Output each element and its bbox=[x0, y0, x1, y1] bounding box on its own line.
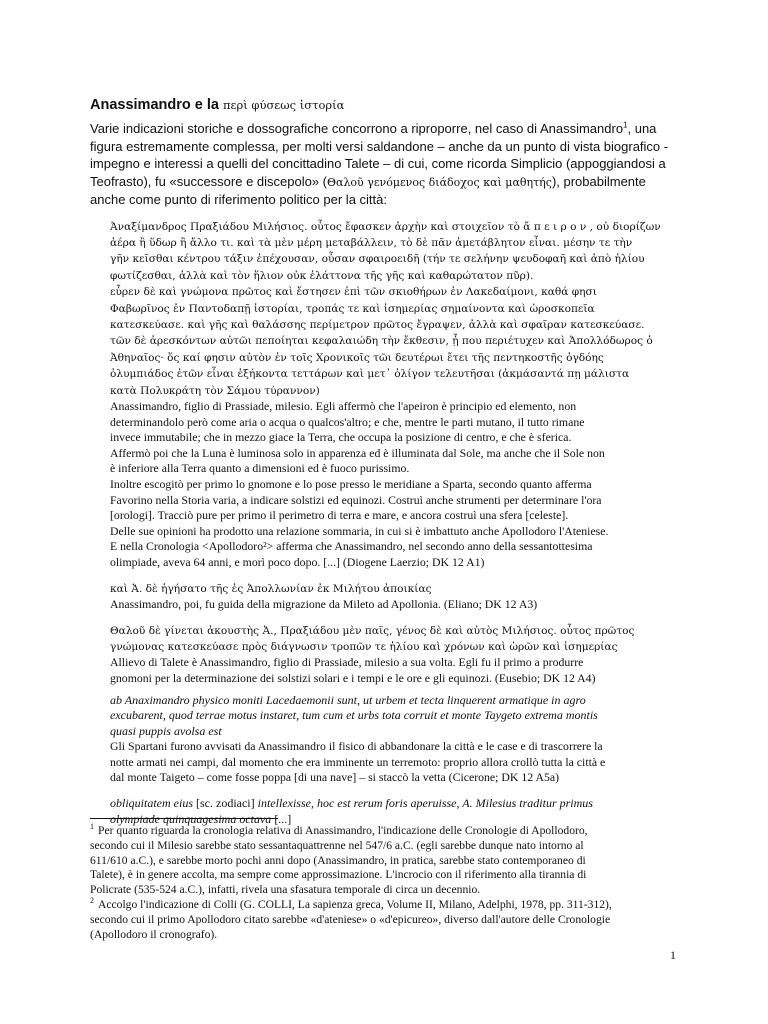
quote4-latin-line-3: quasi puppis avolsa est bbox=[110, 723, 222, 738]
quote1-italian-line-10: E nella Cronologia <Apollodoro²> afferma che Anassimandro, nel secondo anno della sessantottesima bbox=[110, 539, 593, 554]
footnote-1-text bbox=[90, 824, 588, 896]
fn2-line-2: secondo cui il primo Apollodoro citato sarebbe «d'ateniese» o «d'epicureo», diverso dall'autore delle Cronologie bbox=[90, 912, 611, 926]
page-number: 1 bbox=[670, 948, 676, 962]
quote5-latin-a: obliquitatem eius bbox=[110, 796, 193, 811]
quote1-italian-line-5: è inferiore alla Terra quanto a dimensioni ed è fuoco purissimo. bbox=[110, 461, 410, 476]
footnote-2 bbox=[90, 898, 680, 942]
quote1-italian-line-4: Affermò poi che la Luna è luminosa solo in apparenza ed è illuminata dal Sole, ma anche che il Sole non bbox=[110, 445, 605, 460]
quote1-italian-line-7: Favorino nella Storia varia, a indicare solstizi ed equinozi. Costruì anche strumenti per determinare l'ora bbox=[110, 492, 602, 507]
intro-text-1: Varie indicazioni storiche e dossografiche concorrono a riproporre, nel caso di Anassimandro bbox=[90, 121, 624, 136]
quote1-italian-line-2: determinandolo però come aria o acqua o qualcos'altro; e che, mentre le parti mutano, il tutto rimane bbox=[110, 414, 585, 429]
quote3-italian-line-1: Allievo di Talete è Anassimandro, figlio di Prassiade, milesio a sua volta. Egli fu il primo a produrre bbox=[110, 655, 584, 670]
quote4-latin-line-2: excubarent, quod terrae motus instaret, tum cum et urbs tota corruit et monte Taygeto extrema montis bbox=[110, 708, 598, 723]
intro-greek: Θαλοῦ γενόμενος διάδοχος καὶ μαθητής bbox=[327, 175, 552, 189]
quote5-latin-b: intellexisse, hoc est rerum foris aperuisse, A. Milesius traditur primus bbox=[257, 796, 593, 811]
heading-title: Anassimandro e la bbox=[90, 97, 219, 113]
quote-plinio bbox=[110, 796, 680, 827]
fn1-line-1: Per quanto riguarda la cronologia relativa di Anassimandro, l'indicazione delle Cronologie di Apollodoro, bbox=[98, 824, 588, 837]
fn1-line-5: Policrate (535-524 a.C.), infatti, rivela una sfasatura temporale di circa un decennio. bbox=[90, 883, 481, 897]
quote2-greek: καὶ Ἀ. δὲ ἡγήσατο τῆς ἐς Ἀπολλωνίαν ἐκ Μιλήτου ἀποικίας bbox=[110, 582, 432, 595]
quote1-italian-line-3: invece immutabile; che in mezzo giace la Terra, che occupa la posizione di centro, e che è sferica. bbox=[110, 430, 572, 445]
quote1-greek-line-9: Ἀθηναῖος· ὅς καί φησιν αὐτὸν ἐν τοῖς Χρονικοῖς τῶι δευτέρωι ἔτει τῆς πεντηκοστῆς ὀγδόης bbox=[110, 351, 604, 364]
fn2-line-3: (Apollodoro il cronografo). bbox=[90, 927, 218, 941]
quote5-bracket: [sc. zodiaci] bbox=[196, 796, 255, 811]
quote-diogenes bbox=[110, 219, 680, 571]
footnote-2-number: 2 bbox=[90, 896, 94, 906]
quote1-greek-line-7: κατεσκεύασε. καὶ γῆς καὶ θαλάσσης περίμετρον πρῶτος ἔγραψεν, ἀλλὰ καὶ σφαῖραν κατεσκεύασε. bbox=[110, 318, 645, 331]
quote4-latin-line-1: ab Anaximandro physico moniti Lacedaemonii sunt, ut urbem et tecta linquerent armatique in agro bbox=[110, 692, 586, 707]
fn2-line-1: Accolgo l'indicazione di Colli (G. COLLI, La sapienza greca, Volume II, Milano, Adelphi, 1978, pp. 311-312), bbox=[98, 897, 612, 911]
quote1-greek-line-3: γῆν κεῖσθαι κέντρου τάξιν ἐπέχουσαν, οὖσαν σφαιροειδῆ (τήν τε σελήνην ψευδοφαῆ καὶ ἀπὸ ἡλίου bbox=[110, 253, 645, 266]
quote1-italian-line-11: olimpiade, aveva 64 anni, e morì poco dopo. [...] (Diogene Laerzio; DK 12 A1) bbox=[110, 554, 485, 569]
quote1-greek bbox=[110, 219, 680, 399]
quote2-italian: Anassimandro, poi, fu guida della migrazione da Mileto ad Apollonia. (Eliano; DK 12 A3) bbox=[110, 596, 538, 611]
section-heading bbox=[90, 96, 680, 114]
fn1-line-4: Talete), è in genere accolta, ma sempre come approssimazione. L'incrocio con il riferimento alla tirannia di bbox=[90, 868, 587, 882]
quote5-tail: [...] bbox=[274, 811, 292, 826]
quote1-greek-line-5: εὗρεν δὲ καὶ γνώμονα πρῶτος καὶ ἔστησεν ἐπὶ τῶν σκιοθήρων ἐν Λακεδαίμονι, καθά φησι bbox=[110, 286, 597, 299]
quote1-greek-line-4: φωτίζεσθαι, ἀλλὰ καὶ τὸν ἥλιον οὐκ ἐλάττονα τῆς γῆς καὶ καθαρώτατον πῦρ). bbox=[110, 269, 534, 282]
quote1-italian-line-6: Inoltre escogitò per primo lo gnomone e lo pose presso le meridiane a Sparta, secondo quanto afferma bbox=[110, 476, 592, 491]
intro-text-2: , una figura estremamente complessa, per molti versi saldandone – anche da un punto di vista biografico - impegno e interessi a quelli del concittadino Talete – di cui, come ricorda Simplicio (appoggiandosi a Teofrasto), fu «successore e discepolo» ( bbox=[90, 121, 669, 189]
quote3-italian bbox=[110, 655, 680, 686]
quote4-italian-line-3: dal monte Taigeto – come fosse poppa [di una nave] – si staccò la vetta (Cicerone; DK 12 A5a) bbox=[110, 770, 560, 785]
quote1-greek-line-11: κατὰ Πολυκράτη τὸν Σάμου τύραννον) bbox=[110, 384, 320, 397]
quote3-greek bbox=[110, 623, 680, 656]
quote1-greek-line-8: τῶν δὲ ἀρεσκόντων αὐτῶι πεποίηται κεφαλαιώδη τὴν ἔκθεσιν, ᾗ που περιέτυχεν καὶ Ἀπολλόδωρος ὁ bbox=[110, 335, 653, 348]
quote4-italian bbox=[110, 739, 680, 786]
quote1-greek-line-10: ὀλυμπιάδος ἐτῶν εἶναι ἑξήκοντα τεττάρων καὶ μετ᾽ ὀλίγον τελευτῆσαι (ἀκμάσαντά πῃ μάλιστα bbox=[110, 368, 630, 381]
quote1-italian-line-8: [orologi]. Tracciò pure per primo il perimetro di terra e mare, e ancora costruì una sfera [celeste]. bbox=[110, 508, 569, 523]
quote3-italian-line-2: gnomoni per la determinazione dei solstizi solari e i tempi e le ore e gli equinozi. (Eusebio; DK 12 A4) bbox=[110, 670, 596, 685]
fn1-line-2: secondo cui il Milesio sarebbe stato sessantaquattrenne nel 547/6 a.C. (egli sarebbe dunque nato intorno al bbox=[90, 838, 584, 852]
intro-text-3: ), probabilmente anche come punto di riferimento politico per la città: bbox=[90, 173, 646, 207]
fn1-line-3: 611/610 a.C.), e sarebbe morto pochi anni dopo (Anassimandro, in pratica, sarebbe stato contemporaneo di bbox=[90, 853, 586, 867]
quote5-latin-line1 bbox=[110, 796, 680, 812]
heading-greek: περὶ φύσεως ἱστορία bbox=[222, 98, 345, 112]
quote1-italian-line-1: Anassimandro, figlio di Prassiade, milesio. Egli affermò che l'apeiron è principio ed elemento, non bbox=[110, 398, 577, 413]
quote1-italian-line-9: Delle sue opinioni ha prodotto una relazione sommaria, in cui si è imbattuto anche Apollodoro l'Ateniese. bbox=[110, 523, 609, 538]
quote1-italian bbox=[110, 399, 680, 571]
document-body bbox=[90, 96, 680, 827]
footnote-1 bbox=[90, 824, 680, 898]
footnote-1-number: 1 bbox=[90, 822, 94, 832]
quote-eliano bbox=[110, 581, 680, 613]
quote3-greek-line-1: Θαλοῦ δὲ γίνεται ἀκουστὴς Ἀ., Πραξιάδου μὲν παῖς, γένος δὲ καὶ αὐτὸς Μιλήσιος. οὗτος πρῶτος bbox=[110, 624, 635, 637]
footnotes bbox=[90, 824, 680, 942]
quote3-greek-line-2: γνώμονας κατεσκεύασε πρὸς διάγνωσιν τροπῶν τε ἡλίου καὶ χρόνων καὶ ὡρῶν καὶ ἰσημερίας bbox=[110, 640, 618, 653]
quote1-greek-line-1: Ἀναξίμανδρος Πραξιάδου Μιλήσιος. οὗτος ἔφασκεν ἀρχὴν καὶ στοιχεῖον τὸ ἄ π ε ι ρ ο ν , οὐ διορίζων bbox=[110, 220, 661, 233]
quote1-greek-line-2: ἀέρα ἢ ὕδωρ ἢ ἄλλο τι. καὶ τὰ μὲν μέρη μεταβάλλειν, τὸ δὲ πᾶν ἀμετάβλητον εἶναι. μέσην τε τὴν bbox=[110, 236, 633, 249]
footnote-2-text bbox=[90, 898, 612, 941]
quote-eusebio bbox=[110, 623, 680, 687]
quote1-greek-line-6: Φαβωρῖνος ἐν Παντοδαπῇ ἱστορίαι, τροπάς τε καὶ ἰσημερίας σημαίνοντα καὶ ὡροσκοπεῖα bbox=[110, 302, 595, 315]
footnote-ref-1[interactable]: 1 bbox=[623, 120, 628, 130]
footnote-separator bbox=[90, 818, 278, 819]
quote5-latin-c: olympiade quinquagesima octava bbox=[110, 811, 272, 826]
intro-paragraph bbox=[90, 120, 680, 209]
quote4-latin bbox=[110, 693, 680, 740]
quote4-italian-line-1: Gli Spartani furono avvisati da Anassimandro il fisico di abbandonare la città e le case e di trascorrere la bbox=[110, 739, 603, 754]
quote-cicerone bbox=[110, 693, 680, 787]
quote4-italian-line-2: notte armati nei campi, dal momento che era imminente un terremoto: proprio allora crollò tutta la città e bbox=[110, 754, 606, 769]
